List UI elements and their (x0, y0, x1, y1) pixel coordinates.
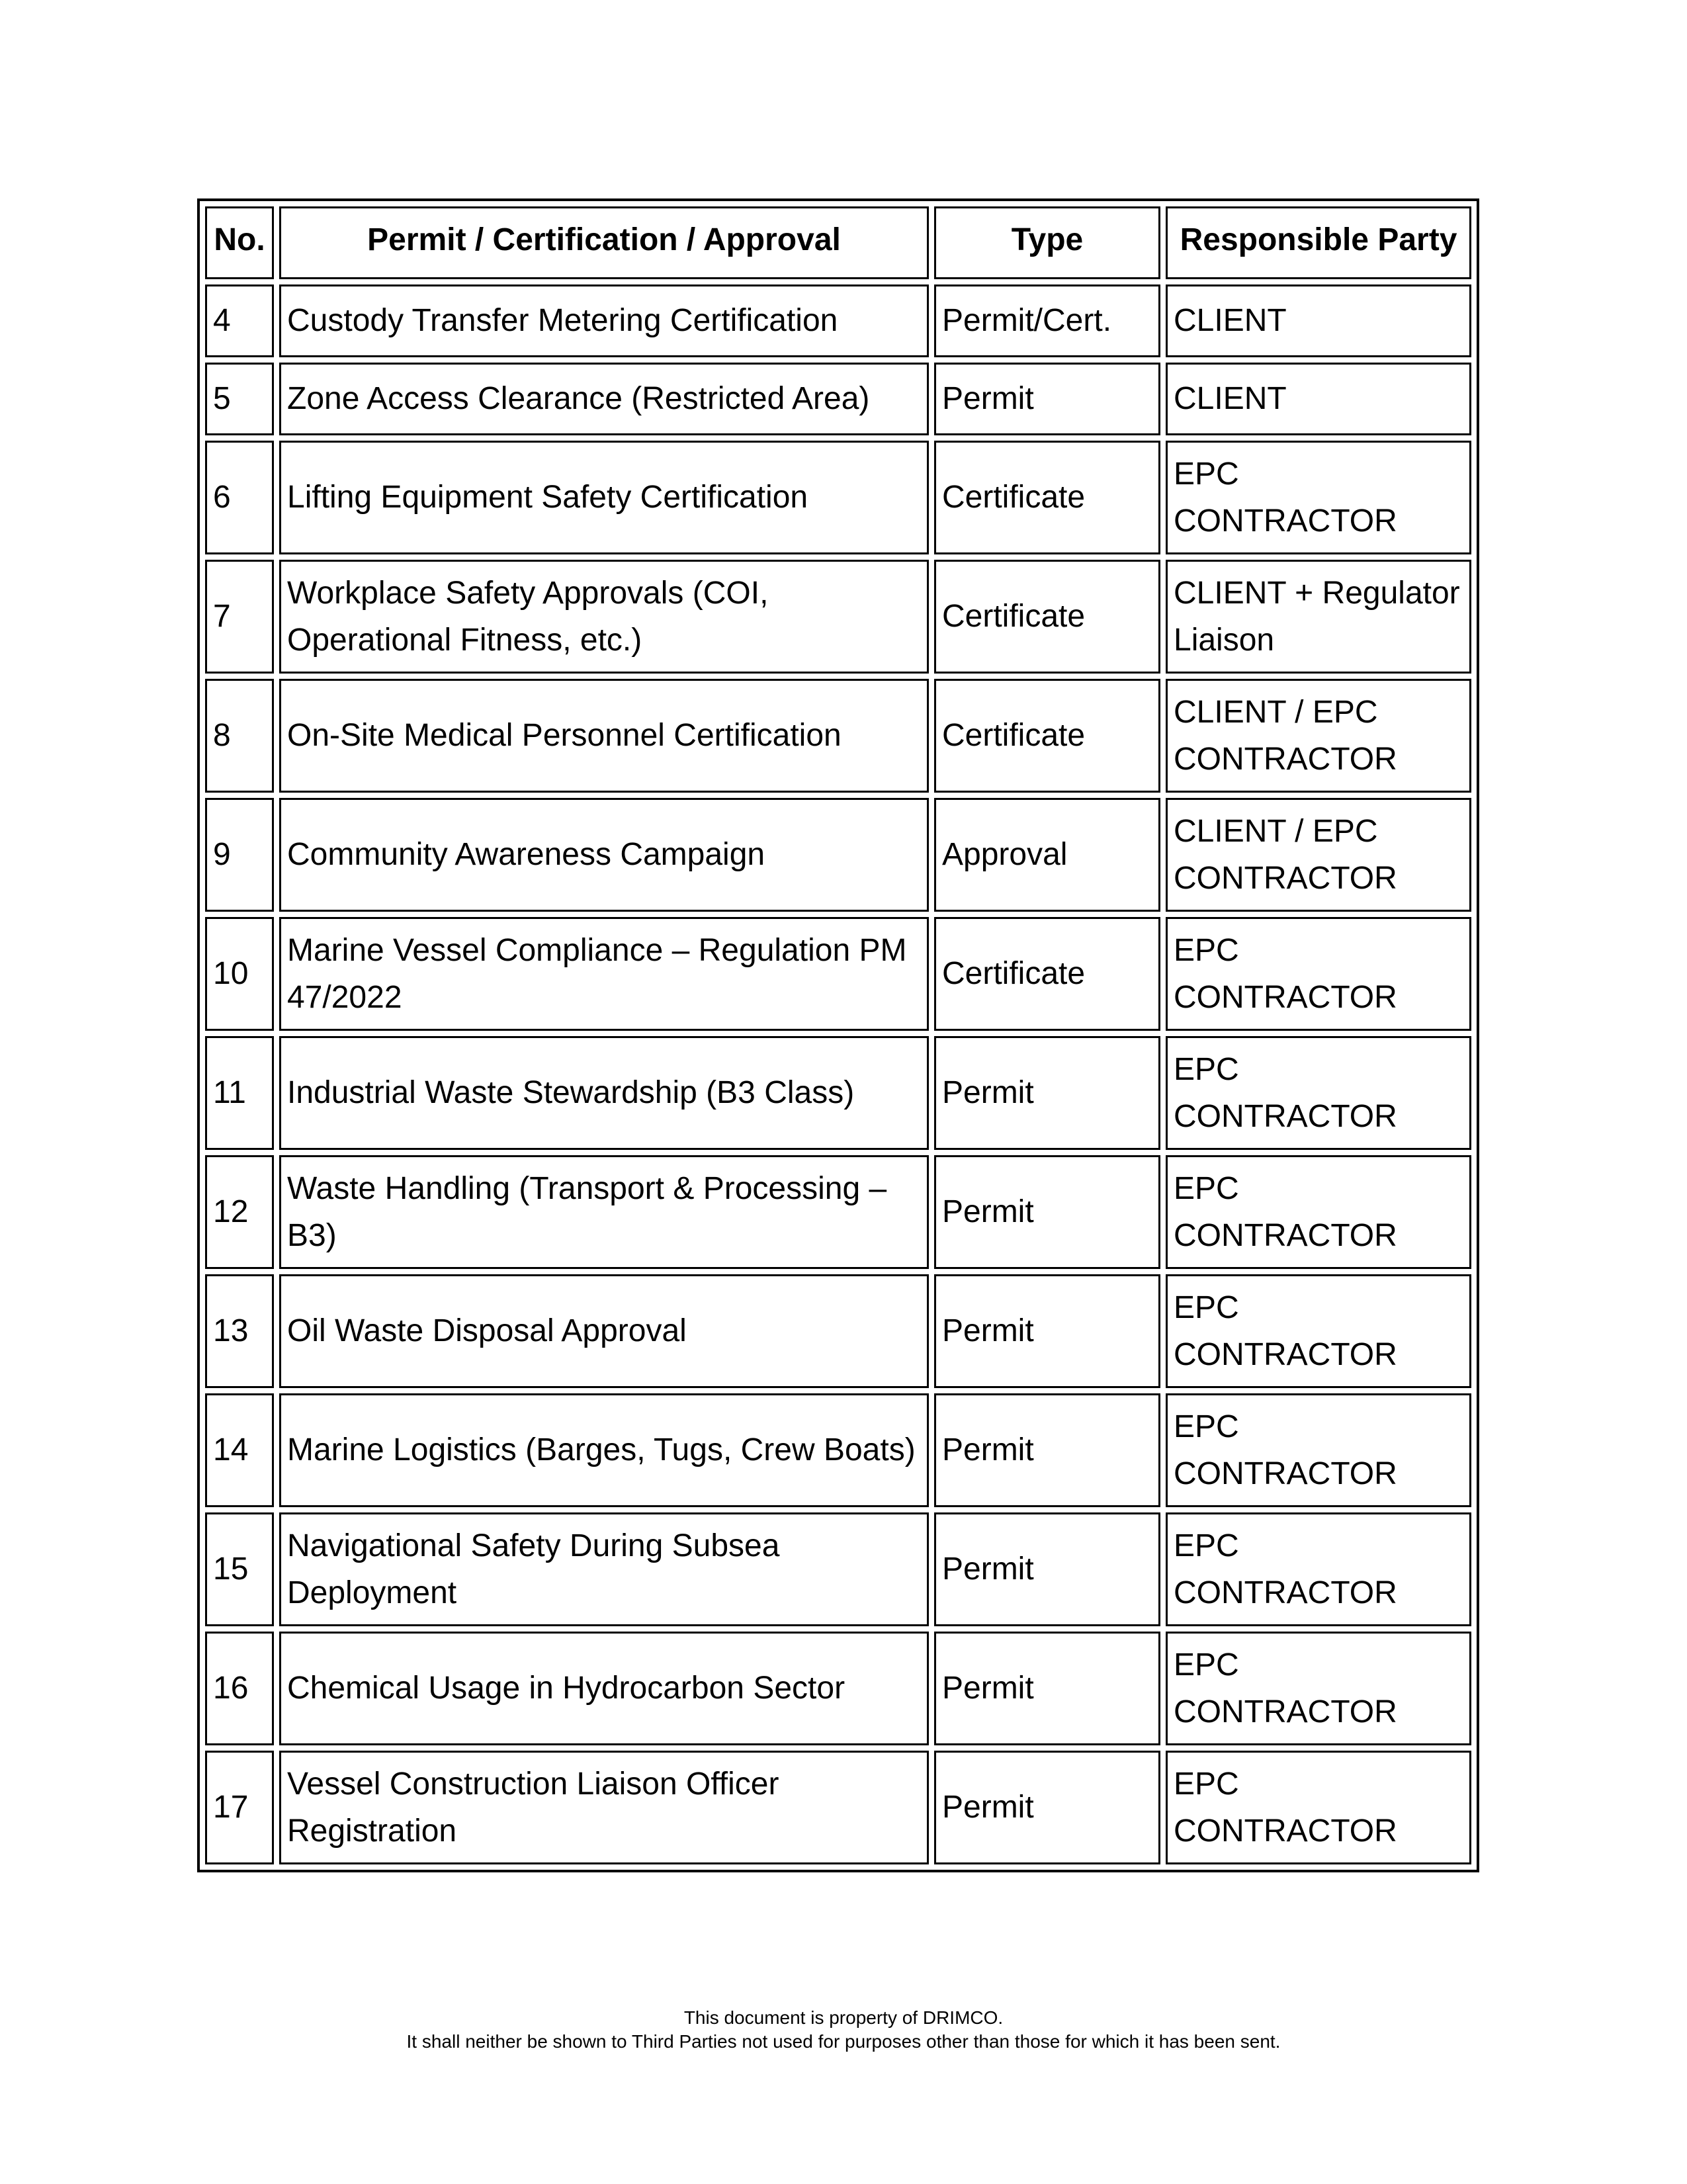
cell-type: Permit (934, 1036, 1160, 1150)
cell-type: Permit (934, 1393, 1160, 1507)
cell-responsible: CLIENT / EPC CONTRACTOR (1166, 798, 1471, 912)
cell-responsible: EPC CONTRACTOR (1166, 441, 1471, 554)
table-row (205, 284, 1471, 357)
column-header-type: Type (934, 206, 1160, 279)
cell-type: Permit (934, 1512, 1160, 1626)
table-row (205, 560, 1471, 674)
cell-permit: Vessel Construction Liaison Officer Registration (279, 1751, 929, 1864)
cell-type: Certificate (934, 441, 1160, 554)
column-header-permit: Permit / Certification / Approval (279, 206, 929, 279)
table-row (205, 679, 1471, 793)
cell-permit: Industrial Waste Stewardship (B3 Class) (279, 1036, 929, 1150)
table-row (205, 917, 1471, 1031)
cell-responsible: EPC CONTRACTOR (1166, 1155, 1471, 1269)
cell-responsible: CLIENT / EPC CONTRACTOR (1166, 679, 1471, 793)
table-row (205, 363, 1471, 435)
cell-responsible: EPC CONTRACTOR (1166, 1036, 1471, 1150)
table-header-row (205, 206, 1471, 279)
cell-type: Permit (934, 1274, 1160, 1388)
table-row (205, 1155, 1471, 1269)
cell-permit: Zone Access Clearance (Restricted Area) (279, 363, 929, 435)
cell-responsible: EPC CONTRACTOR (1166, 917, 1471, 1031)
table-row (205, 1274, 1471, 1388)
cell-responsible: CLIENT (1166, 284, 1471, 357)
cell-no: 15 (205, 1512, 274, 1626)
column-header-responsible: Responsible Party (1166, 206, 1471, 279)
cell-type: Certificate (934, 917, 1160, 1031)
cell-permit: Chemical Usage in Hydrocarbon Sector (279, 1632, 929, 1745)
cell-type: Certificate (934, 560, 1160, 674)
page-footer (0, 2006, 1687, 2054)
cell-permit: Marine Logistics (Barges, Tugs, Crew Boats) (279, 1393, 929, 1507)
cell-no: 17 (205, 1751, 274, 1864)
footer-line-2: It shall neither be shown to Third Parties not used for purposes other than those for which it has been sent. (406, 2031, 1281, 2052)
cell-permit: Community Awareness Campaign (279, 798, 929, 912)
cell-no: 4 (205, 284, 274, 357)
cell-no: 9 (205, 798, 274, 912)
cell-responsible: CLIENT (1166, 363, 1471, 435)
permits-table (197, 198, 1479, 1872)
table-body (205, 284, 1471, 1864)
table-row (205, 798, 1471, 912)
cell-responsible: EPC CONTRACTOR (1166, 1751, 1471, 1864)
cell-type: Permit (934, 1155, 1160, 1269)
cell-permit: Custody Transfer Metering Certification (279, 284, 929, 357)
cell-no: 13 (205, 1274, 274, 1388)
cell-responsible: EPC CONTRACTOR (1166, 1393, 1471, 1507)
cell-permit: Waste Handling (Transport & Processing – B3) (279, 1155, 929, 1269)
cell-responsible: EPC CONTRACTOR (1166, 1632, 1471, 1745)
cell-type: Permit (934, 1632, 1160, 1745)
table-row (205, 1393, 1471, 1507)
cell-no: 6 (205, 441, 274, 554)
cell-type: Permit (934, 363, 1160, 435)
cell-responsible: EPC CONTRACTOR (1166, 1512, 1471, 1626)
cell-no: 16 (205, 1632, 274, 1745)
table-row (205, 1632, 1471, 1745)
table-row (205, 441, 1471, 554)
cell-no: 10 (205, 917, 274, 1031)
cell-no: 14 (205, 1393, 274, 1507)
cell-no: 5 (205, 363, 274, 435)
cell-permit: Marine Vessel Compliance – Regulation PM 47/2022 (279, 917, 929, 1031)
cell-permit: Oil Waste Disposal Approval (279, 1274, 929, 1388)
table-row (205, 1036, 1471, 1150)
cell-type: Approval (934, 798, 1160, 912)
cell-no: 8 (205, 679, 274, 793)
footer-line-1: This document is property of DRIMCO. (683, 2007, 1004, 2028)
cell-type: Permit (934, 1751, 1160, 1864)
table-row (205, 1512, 1471, 1626)
table-row (205, 1751, 1471, 1864)
cell-no: 7 (205, 560, 274, 674)
cell-permit: Workplace Safety Approvals (COI, Operational Fitness, etc.) (279, 560, 929, 674)
cell-type: Permit/Cert. (934, 284, 1160, 357)
column-header-no: No. (205, 206, 274, 279)
cell-responsible: EPC CONTRACTOR (1166, 1274, 1471, 1388)
cell-permit: Lifting Equipment Safety Certification (279, 441, 929, 554)
cell-no: 11 (205, 1036, 274, 1150)
cell-no: 12 (205, 1155, 274, 1269)
cell-permit: Navigational Safety During Subsea Deployment (279, 1512, 929, 1626)
cell-permit: On-Site Medical Personnel Certification (279, 679, 929, 793)
cell-responsible: CLIENT + Regulator Liaison (1166, 560, 1471, 674)
cell-type: Certificate (934, 679, 1160, 793)
